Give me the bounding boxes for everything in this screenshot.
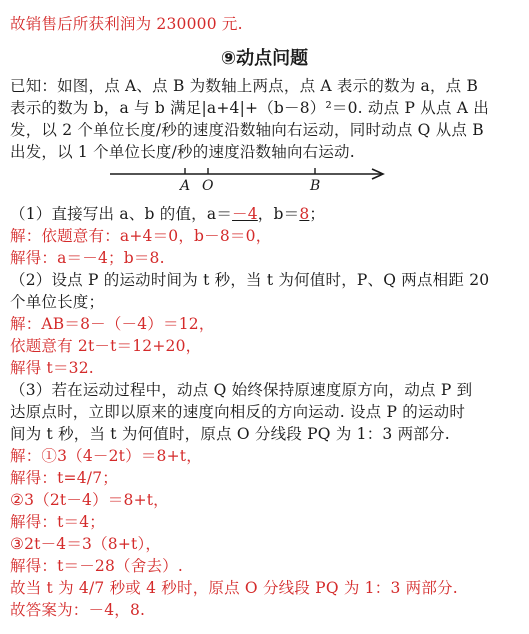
q3-solution-1: 解：①3（4－2t）＝8+t， [10,447,202,465]
label-o: O [202,178,214,194]
q3-solution-4: 解得：t＝4； [10,513,105,531]
q1-solution-2: 解得：a＝－4；b＝8. [10,249,165,267]
q1-text-pre: （1）直接写出 a、b 的值，a＝ [10,205,233,223]
label-a: A [180,178,191,194]
q3-conclusion: 故当 t 为 4/7 秒或 4 秒时，原点 O 分线段 PQ 为 1：3 两部分. [10,579,458,597]
q2-solution-3: 解得 t＝32. [10,359,94,377]
section-title: ⑨动点问题 [220,48,309,69]
q3-line-1: （3）若在运动过程中，动点 Q 始终保持原速度原方向，动点 P 到 [10,381,473,399]
q3-line-2: 达原点时，立即以原来的速度向相反的方向运动. 设点 P 的运动时 [10,403,466,421]
q1-b-value: 8 [299,205,310,223]
q1-text-post: ； [309,205,326,223]
q3-solution-6: 解得：t＝－28（舍去）. [10,557,183,575]
q3-solution-3: ②3（2t－4）＝8+t， [10,491,169,509]
q3-solution-2: 解得：t=4/7； [10,469,118,487]
problem-line-4: 出发，以 1 个单位长度/秒的速度沿数轴向右运动. [10,143,355,161]
q2-solution-2: 依题意有 2t－t＝12+20， [10,337,202,355]
q1-text-mid: ，b＝ [257,205,300,223]
q2-line-1: （2）设点 P 的运动时间为 t 秒，当 t 为何值时，P、Q 两点相距 20 [10,271,490,289]
final-answer: 故答案为：－4，8. [10,601,146,619]
q3-solution-5: ③2t－4＝3（8+t）， [10,535,162,553]
number-line-figure [100,158,390,198]
q2-line-2: 个单位长度； [10,293,105,311]
label-b: B [310,178,321,194]
q3-line-3: 间为 t 秒，当 t 为何值时，原点 O 分线段 PQ 为 1：3 两部分. [10,425,450,443]
q1-a-value: －4 [232,205,258,223]
q2-solution-1: 解：AB＝8－（－4）＝12， [10,315,215,333]
q1-statement [10,204,325,224]
problem-line-2: 表示的数为 b，a 与 b 满足|a+4|+（b－8）²＝0. 动点 P 从点 A 出 [10,99,489,117]
q1-solution-1: 解：依题意有：a+4＝0，b－8＝0， [10,227,272,245]
problem-line-1: 已知：如图，点 A、点 B 为数轴上两点，点 A 表示的数为 a，点 B [10,77,479,95]
previous-answer-line: 故销售后所获利润为 230000 元. [10,15,243,33]
problem-line-3: 发，以 2 个单位长度/秒的速度沿数轴向右运动，同时动点 Q 从点 B [10,121,484,139]
